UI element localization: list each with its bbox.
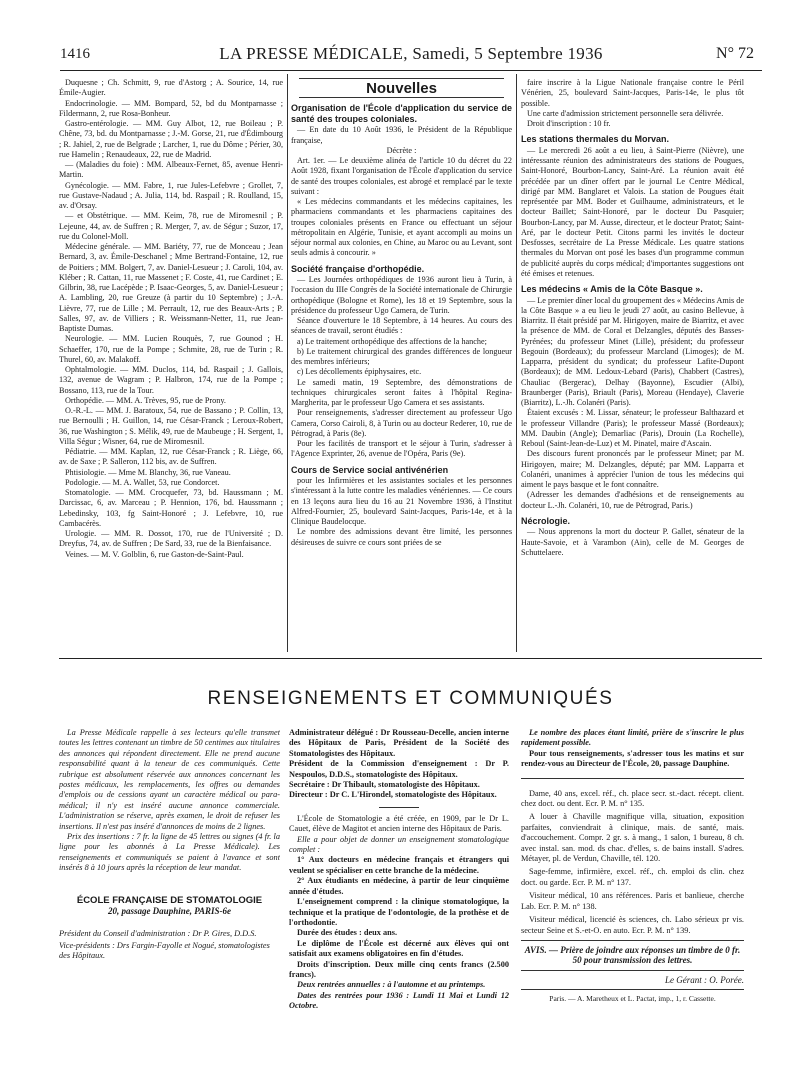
list-item: Pédiatrie. — MM. Kaplan, 12, rue César-Franck ; R. Liège, 66, av. de Saxe ; P. Salleron, 112 bis, av. de Suffren. [59,447,283,467]
list-item: Gynécologie. — MM. Fabre, 1, rue Jules-Lefebvre ; Grollet, 7, rue Gustave-Nadaud ; A. Julia, 114, bd. Raspail ; R. Roulland, 15, av. d'Orsay. [59,180,283,210]
list-item: Stomatologie. — MM. Crocquefer, 73, bd. Haussmann ; M. Darcissac, 6, av. Marceau ; P. Hennion, 176, bd. Haussmann ; Lebedinsky, 103, fg Saint-Honoré ; J. Lefebvre, 10, rue Cambacérès. [59,488,283,528]
school-vice-presidents: Vice-présidents : Drs Fargin-Fayolle et Nogué, stomatologistes des Hôpitaux. [59,940,270,961]
article-heading: Les médecins « Amis de la Côte Basque ». [521,284,703,294]
section-title-nouvelles: Nouvelles [299,78,504,98]
school-text: Le nombre des places étant limité, prière de s'inscrire le plus rapidement possible. [521,728,744,748]
article-text: c) Les décollements épiphysaires, etc. [297,367,422,377]
article-text: faire inscrire à la Ligue Nationale française contre le Péril Vénérien, 25, boulevard Saint-Jacques, Paris-14e, le plus tôt possible. [521,78,744,108]
list-item: O.-R.-L. — MM. J. Baratoux, 54, rue de Bassano ; P. Collin, 13, rue Bernoulli ; H. Guillon, 14, rue César-Franck ; Leroux-Robert, 36, rue Washington ; S. Mélik, 49, rue de Maubeuge ; H. Sergent, 1, Villa Ségur ; Wisner, 64, rue de Miromesnil. [59,406,283,446]
article-text: Séance d'ouverture le 18 Septembre, à 14 heures. Au cours des séances de travail, seront étudiés : [291,316,512,336]
column-divider [287,74,288,652]
article-text: — En date du 10 Août 1936, le Président de la République française, [291,125,512,145]
school-text: Le diplôme de l'École est décerné aux élèves qui ont satisfait aux examens obligatoires en fin d'études. [289,938,509,959]
printer-line: Paris. — A. Maretheux et L. Pactat, imp., 1, r. Cassette. [549,994,716,1004]
list-item: Duquesne ; Ch. Schmitt, 9, rue d'Astorg ; A. Sourice, 14, rue Émile-Augier. [59,78,283,98]
divider [521,970,744,971]
list-item: Neurologie. — MM. Lucien Rouquès, 7, rue Gounod ; H. Schaeffer, 170, rue de la Pompe ; Schmite, 28, rue de Turin ; R. Thurel, 60, av. Malakoff. [59,334,283,364]
school-text: Durée des études : deux ans. [297,928,398,938]
divider [521,989,744,990]
classified-ad: Sage-femme, infirmière, excel. réf., ch. emploi ds clin. chez doct. ou garde. Ecr. P. M. n° 137. [521,867,744,887]
school-text: Deux rentrées annuelles : à l'automne et au printemps. [297,980,486,990]
avis-notice: AVIS. — Prière de joindre aux réponses un timbre de 0 fr. 50 pour transmission des lettres. [524,944,741,966]
section-divider [59,658,762,659]
school-info-column [289,728,509,1048]
editorial-notice: La Presse Médicale rappelle à ses lecteurs qu'elle transmet toutes les lettres contenant un timbre de 50 centimes aux titulaires des annonces qui répondent directement. Elle ne prend aucune responsabilité quant à la teneur de ces communiqués. Cette rubrique est absolument réservée aux annonces concernant les postes médicaux, les remplacements, les offres ou demandes d'emplois ou de cessions ayant un caractère médical ou para-médical; il n'y est inséré aucune annonce commerciale. L'administration se réserve, après examen, le droit de refuser les insertions. Il n'est pas inséré d'annonces de moins de 2 lignes. [59,728,280,831]
notice-column [59,728,280,1048]
school-staff: Directeur : Dr C. L'Hirondel, stomatologiste des Hôpitaux. [289,790,497,800]
classified-ad: Visiteur médical, licencié ès sciences, ch. Labo sérieux pr vis. secteur Seine et S.-et-O. en auto. Ecr. P. M. n° 139. [521,915,744,935]
page-header [60,44,762,71]
list-item: Urologie. — MM. R. Dossot, 170, rue de l'Université ; D. Dreyfus, 74, av. de Suffren ; De Sard, 33, rue de la Bienfaisance. [59,529,283,549]
article-heading: Nécrologie. [521,515,571,526]
article-text: Art. 1er. — Le deuxième alinéa de l'article 10 du décret du 22 Août 1928, fixant l'organisation de l'École d'application du service de santé des troupes coloniales, est abrogé et remplacé par le texte suivant : [291,156,512,196]
divider [379,807,419,808]
list-item: — (Maladies du foie) : MM. Albeaux-Fernet, 85, avenue Henri-Martin. [59,160,283,180]
list-item: Veines. — M. V. Golblin, 6, rue Gaston-de-Saint-Paul. [65,549,244,559]
list-item: — et Obstétrique. — MM. Keim, 78, rue de Miromesnil ; P. Lejeune, 44, av. de Suffren ; R. Merger, 7, av. de Ségur ; Suzor, 17, rue du Colonel-Moll. [59,211,283,241]
school-text: L'enseignement comprend : la clinique stomatologique, la technique et la pratique de l'odontologie, de la prothèse et de l'orthodontie. [289,897,509,927]
classified-ad: A louer à Chaville magnifique villa, situation, exposition parfaites, conviendrait à clinique, mais. de santé, mais. d'accouchement. Compr. 2 gr. s. à mang., 1 salon, 1 bureau, 8 ch. avec instal. san. mod. ds chac. d'elles, s. de bains install. S'adres. Métayer, pl. de Verdun, Chaville, tél. 120. [521,812,744,864]
classifieds-column [521,728,744,1048]
column-divider [516,74,517,652]
publication-title: LA PRESSE MÉDICALE, Samedi, 5 Septembre 1936 [219,44,603,63]
gerant-line: Le Gérant : O. Porée. [665,974,744,985]
article-text: — Le mercredi 26 août a eu lieu, à Saint-Pierre (Nièvre), une intéressante réunion des administrateurs des stations de Pougues, Saint-Honoré, Bourbon-Lancy, Saint-Aré. La réunion avait été précédée par un dîner offert par le journal Le Centre Médical, dirigé par MM. Banglaret et Valois. La station de Pougues était représentée par MM. Boder et Guilhaume, administrateurs, et le docteur Baillet; Saint-Honoré, par le docteur Du Pasquier; Bourbon-Lancy, par M. Ausse, directeur, et le docteur Pratot; Saint-Aré, par le docteur Petit. Citons parmi les invités le docteur Desfosses, secrétaire de La Presse Médicale. Les quatre stations thermales du Morvan ont posé les bases d'un programme commun de publicité auprès du corps médical; d'importantes suggestions ont été émises et retenues. [521,145,744,278]
classified-ad: Visiteur médical, 10 ans références. Paris et banlieue, cherche Lab. Ecr. P. M. n° 138. [521,891,744,911]
news-column [291,78,512,648]
article-text: (Adresser les demandes d'adhésions et de renseignements au docteur L.-Jh. Colanéri, 10, rue de Pétrograd, Paris.) [521,490,744,510]
page-number: 1416 [60,46,90,62]
school-text: 2° Aux étudiants en médecine, à partir de leur cinquième année d'études. [289,876,509,896]
list-item: Gastro-entérologie. — MM. Guy Albot, 12, rue Boileau ; P. Chêne, 73, bd. du Montparnasse ; J.-M. Gorse, 21, rue d'Édimbourg ; R. Jahiel, 2, rue de Belgrade ; Larcher, 1, rue du Dôme ; Périer, 30, rue Hamelin ; Renaudeaux, 22, rue de Madrid. [59,119,283,159]
school-text: L'École de Stomatologie a été créée, en 1909, par le Dr L. Cauet, élève de Magitot et ancien interne des Hôpitaux de Paris. [289,813,509,834]
school-staff: Secrétaire : Dr Thibault, stomatologiste des Hôpitaux. [289,780,480,790]
pricing-notice: Prix des insertions : 7 fr. la ligne de 45 lettres ou signes (4 fr. la ligne pour les abonnés à La Presse Médicale). Les renseignements et communiqués se paient à l'avance et sont insérés 8 à 10 jours après la réception de leur mandat. [59,832,280,873]
news-column-continued [521,78,744,648]
school-staff: Administrateur délégué : Dr Rousseau-Decelle, ancien interne des Hôpitaux de Paris, Président de la Société des Stomatologistes des Hôpitaux. [289,728,509,758]
article-text: — Les Journées orthopédiques de 1936 auront lieu à Turin, à l'occasion du IIIe Congrès de la Société internationale de Chirurgie orthopédique (Bologne et Rome), les 18 et 19 Septembre, sous la présidence du professeur Ugo Camera, de Turin. [291,275,512,315]
section-title-renseignements: RENSEIGNEMENTS ET COMMUNIQUÉS [207,688,614,709]
school-title: ÉCOLE FRANÇAISE DE STOMATOLOGIE [76,894,263,906]
school-staff: Président de la Commission d'enseignement : Dr P. Nespoulos, D.D.S., stomatologiste des Hôpitaux. [289,759,509,779]
list-item: Orthopédie. — MM. A. Trèves, 95, rue de Prony. [65,395,226,405]
article-text: pour les Infirmières et les assistantes sociales et les personnes s'intéressant à la lutte contre les maladies vénériennes. — Ce cours en 13 leçons aura lieu du 16 au 21 Novembre 1936, à l'Institut Alfred-Fournier, 25, boulevard Saint-Jacques, Paris-14e, et à la Clinique Baudelocque. [291,476,512,526]
article-text: Droit d'inscription : 10 fr. [527,119,611,128]
issue-number: N° 72 [716,45,754,62]
list-item: Podologie. — M. A. Wallet, 53, rue Condorcet. [65,477,220,487]
article-text: Pour renseignements, s'adresser directement au professeur Ugo Camera, Corso Cairoli, 8, à Turin ou au docteur Rederer, 10, rue de Pétrograd, à Paris (8e). [291,408,512,438]
school-text: 1° Aux docteurs en médecine français et étrangers qui veulent se spécialiser en cette branche de la médecine. [289,855,509,875]
classified-ad: Dame, 40 ans, excel. réf., ch. place secr. st.-dact. récept. client. chez doct. ou dent. Ecr. P. M. n° 135. [521,788,744,809]
divider [521,778,744,779]
school-text: Pour tous renseignements, s'adresser tous les matins et sur rendez-vous au Directeur de l'École, 20, passage Dauphine. [521,748,744,769]
article-text: — Nous apprenons la mort du docteur P. Gallet, sénateur de la Haute-Savoie, et à Varambon (Ain), celle de M. Georges de Schuttelaere. [521,527,744,557]
list-item: Phtisiologie. — Mme M. Blanchy, 36, rue Vaneau. [65,467,231,477]
article-text: b) Le traitement chirurgical des grandes différences de longueur des membres inférieurs; [291,346,512,366]
divider [521,940,744,941]
article-text: — Le premier dîner local du groupement des « Médecins Amis de la Côte Basque » a eu lieu le jeudi 27 août, au casino Bellevue, à Biarritz. Il était présidé par M. Hirigoyen, maire de Biarritz, et avec la présence de MM. de Coral et Delzangles, députés des Basses-Pyrénées; du professeur Minet (Lille), président; du professeur Begouin (Bordeaux); du professeur Marcland (Limoges); de M. Lapparra, président du syndicat; du professeur Lafite-Dupont (Bordeaux); de MM. Ledoux-Lebard (Paris), Chabbert (Castres), Chauliac (Bergerac), Delhay (Bayonne), Escudier (Albi), Braunberger (Paris), Briault (Paris), Moreau (Hendaye), Claverie (Biarritz), L.-Jh. Colanéri (Paris). [521,295,744,407]
article-text: « Les médecins commandants et les médecins capitaines, les pharmaciens commandants et les pharmaciens capitaines des troupes coloniales présents en France ou effectuant un séjour métropolitain en Algérie, Tunisie, et ayant accompli au moins un séjour normal aux colonies, en Chine, au Maroc ou au Levant, sont seuls admis à concourir. » [291,197,512,258]
school-address: 20, passage Dauphine, PARIS-6e [107,906,232,917]
article-heading: Organisation de l'École d'application du service de santé des troupes coloniales. [291,103,512,124]
article-heading: Cours de Service social antivénérien [291,464,449,475]
school-president: Président du Conseil d'administration : Dr P. Gires, D.D.S. [59,928,257,938]
school-text: Elle a pour objet de donner un enseignement stomatologique complet : [289,834,509,855]
specialists-list-column [59,78,283,648]
article-heading: Société française d'orthopédie. [291,263,425,274]
list-item: Ophtalmologie. — MM. Duclos, 114, bd. Raspail ; J. Gallois, 132, avenue de Wagram ; P. Halbron, 174, rue de la Pompe ; Bossano, 113, rue de la Tour. [59,365,283,395]
school-text: Droits d'inscription. Deux mille cinq cents francs (2.500 francs). [289,959,509,979]
article-text: a) Le traitement orthopédique des affections de la hanche; [297,336,487,346]
list-item: Médecine générale. — MM. Bariéty, 77, rue de Monceau ; Jean Bernard, 3, av. Émile-Deschanel ; Mme Bertrand-Fontaine, 12, rue de Poitiers ; MM. Bolgert, 7, av. Daniel-Lesueur ; J. Caroli, 104, av. Kléber ; R. Cattan, 11, rue Massenet ; F. Coste, 41, rue Cardinet ; E. Gilbrin, 38, rue Lacépède ; P. Isaac-Georges, 5, av. Daniel-Lesueur ; A. Lambling, 20, rue Greuze (à partir du 10 Septembre) ; J.-A. Lièvre, 77, rue de Lille ; M. Perrault, 12, rue des Beaux-Arts ; P. Salles, 97, av. de Villiers ; R. Weissmann-Netter, 11, rue Jean-Baptiste Dumas. [59,242,283,333]
list-item: Endocrinologie. — MM. Bompard, 52, bd du Montparnasse ; Fildermann, 2, rue Rosa-Bonheur. [59,98,283,118]
article-text: Le samedi matin, 19 Septembre, des démonstrations de techniques chirurgicales seront faites à l'hôpital Regina-Margherita, par le professeur Ugo Camera et ses assistants. [291,377,512,407]
article-text: Étaient excusés : M. Lissar, sénateur; le professeur Balthazard et le professeur Villandre (Paris); le professeur Massé (Bordeaux); MM. Daubin (Angle); Demarliac (Paris), Drouin (La Rochelle), Reboul (Saint-Jean-de-Luz) et M. Pinatel, maire d'Ascain. [521,408,744,448]
school-text: Dates des rentrées pour 1936 : Lundi 11 Mai et Lundi 12 Octobre. [289,990,509,1011]
article-text: Le nombre des admissions devant être limité, les personnes désireuses de suivre ce cours sont priées de se [291,527,512,547]
article-heading: Les stations thermales du Morvan. [521,134,670,145]
article-text: Des discours furent prononcés par le professeur Minet; par M. Hirigoyen, maire; M. Delzangles, député; par MM. Lapparra et Colanéri, unanimes à apprécier l'union de tous les médecins qui aiment le pays basque et le font connaître. [521,449,744,489]
article-text: Pour les facilités de transport et le séjour à Turin, s'adresser à l'Agence Exprinter, 26, avenue de l'Opéra, Paris (9e). [291,439,512,459]
article-text: Décrète : [386,145,417,155]
article-text: Une carte d'admission strictement personnelle sera délivrée. [527,108,724,118]
